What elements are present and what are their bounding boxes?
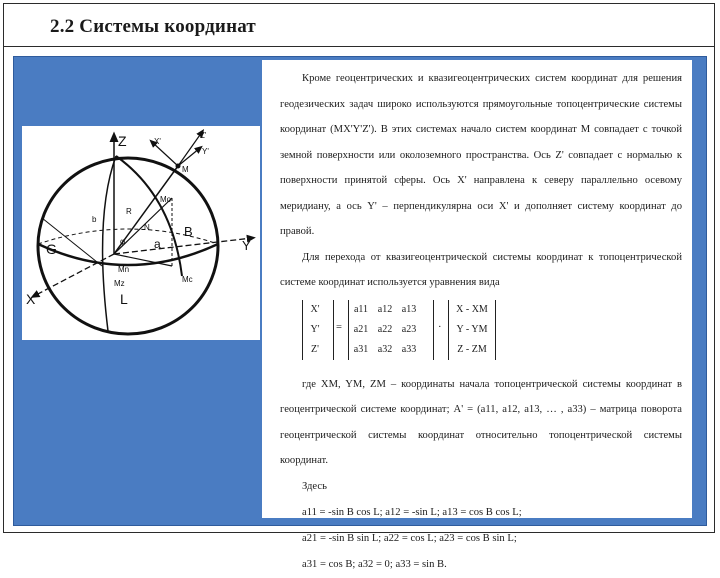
right-vector-cell: X - XM [456, 304, 488, 315]
label-y: Y [242, 238, 251, 253]
label-mz: Mz [114, 279, 125, 288]
label-x: X [26, 291, 36, 307]
matrix-cell: a31 [353, 344, 369, 355]
x-axis [34, 254, 114, 296]
label-m: M [182, 165, 189, 174]
matrix-cell: a32 [377, 344, 393, 355]
sphere-outline [38, 158, 218, 334]
right-vector-cell: Y - YM [456, 324, 488, 335]
equator-front [38, 244, 218, 265]
matrix-equation [302, 298, 682, 366]
right-vector-cell: Z - ZM [457, 344, 487, 355]
matrix-cell: a12 [377, 304, 393, 315]
coordinate-diagram [22, 126, 260, 340]
label-b-big: B [184, 224, 193, 239]
left-vector-cell: Y' [310, 324, 320, 335]
matrix-cell: a13 [401, 304, 417, 315]
paragraph-intro: Кроме геоцентрических и квазигеоцентрических систем координат для решения геодезических задач широко используются прямоугольные топоцентрические системы координат (MX'Y'Z'). В этих системах начало систем координат M совпадает с точкой земной поверхности или околоземного пространства. Ось Z' совпадает с нормалью к поверхности принятой сферы. Ось X' направлена к северу параллельно осевому меридиану, а ось Y' – перпендикулярна оси X' и дополняет систему координат до правой. [280, 73, 682, 237]
label-phi: φ [120, 237, 126, 246]
label-z-prime: Z' [200, 131, 207, 140]
paragraph-definition: где XM, YM, ZM – координаты начала топоцентрической системы координат в геоцентрической системе координат; A' = (a11, a12, a13, … , a33) – матрица поворота геоцентрической системы координат относительно топоцентрической системы координат. [280, 378, 682, 466]
title-bar [3, 3, 715, 47]
label-mn: Mn [118, 265, 130, 274]
left-vector-cell: X' [310, 304, 320, 315]
label-l: L [120, 291, 128, 307]
equals-sign: = [336, 321, 342, 333]
left-vector [302, 300, 334, 360]
matrix-cell: a23 [401, 324, 417, 335]
label-a: a [154, 237, 161, 251]
label-z: Z [118, 133, 127, 149]
formula-row-2: a21 = -sin B sin L; a22 = cos L; a23 = cos B sin L; [302, 532, 517, 544]
matrix-cell: a21 [353, 324, 369, 335]
label-mc: Mc [182, 275, 193, 284]
rotation-matrix [348, 300, 434, 360]
label-y-prime: Y' [202, 147, 209, 156]
label-mo: Mo [160, 195, 172, 204]
matrix-cell: a22 [377, 324, 393, 335]
here-label: Здесь [302, 480, 327, 492]
label-r: R [126, 207, 132, 216]
label-g: G [46, 241, 57, 257]
text-panel [262, 60, 692, 570]
multiply-sign: · [438, 321, 442, 333]
slide-title: 2.2 Системы координат [50, 16, 256, 37]
paragraph-transition: Для перехода от квазигеоцентрической системы координат к топоцентрической системе координат используется уравнения вида [280, 251, 682, 288]
diagram-svg [22, 126, 260, 340]
formula-row-1: a11 = -sin B cos L; a12 = -sin L; a13 = cos B cos L; [302, 506, 522, 518]
left-vector-cell: Z' [311, 344, 319, 355]
formula-row-3: a31 = cos B; a32 = 0; a33 = sin B. [302, 558, 447, 570]
right-vector [448, 300, 496, 360]
label-x-prime: X' [154, 137, 161, 146]
label-b-small: b [92, 215, 97, 224]
matrix-cell: a33 [401, 344, 417, 355]
point-m [176, 164, 181, 169]
label-n: N [144, 223, 150, 232]
matrix-cell: a11 [353, 304, 369, 315]
y-axis [114, 238, 252, 254]
